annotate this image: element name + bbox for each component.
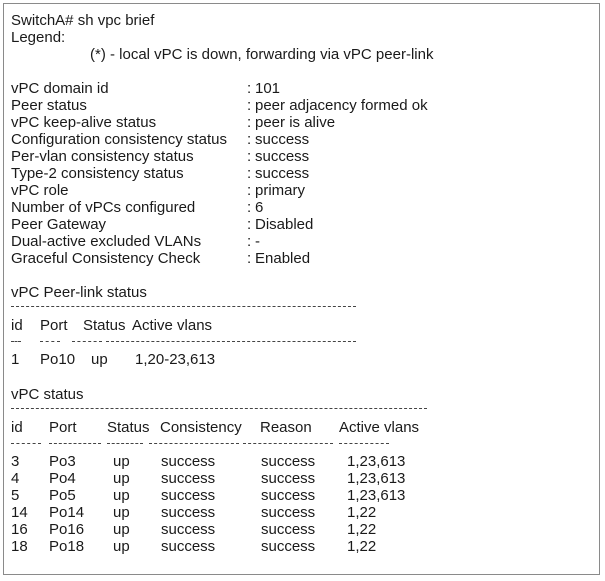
vpc-status-cell-vlans: 1,22 [347, 521, 377, 538]
summary-separator: : [247, 165, 252, 182]
peer-link-cell-id: 1 [11, 351, 20, 368]
vpc-status-cell-reason: success [261, 538, 316, 555]
vpc-status-cell-vlans: 1,23,613 [347, 487, 406, 504]
vpc-status-cell-status: up [113, 538, 130, 555]
vpc-status-cell-status: up [113, 521, 130, 538]
summary-separator: : [247, 80, 252, 97]
summary-separator: : [247, 182, 252, 199]
summary-label: Per-vlan consistency status [11, 148, 194, 165]
summary-label: vPC role [11, 182, 69, 199]
vpc-status-header-consistency: Consistency [160, 419, 242, 436]
vpc-status-cell-vlans: 1,23,613 [347, 470, 406, 487]
vpc-status-cell-reason: success [261, 504, 316, 521]
summary-label: Peer status [11, 97, 87, 114]
vpc-status-cell-id: 4 [11, 470, 20, 487]
summary-label: Dual-active excluded VLANs [11, 233, 202, 250]
peer-link-title: vPC Peer-link status [11, 284, 147, 301]
vpc-status-cell-status: up [113, 470, 130, 487]
vpc-status-header-id: id [11, 419, 23, 436]
vpc-status-cell-id: 18 [11, 538, 28, 555]
peer-link-top-divider [11, 306, 356, 307]
summary-value: success [255, 165, 310, 182]
summary-value: Disabled [255, 216, 314, 233]
legend-text: (*) - local vPC is down, forwarding via vPC peer-link [90, 46, 434, 63]
vpc-status-cell-status: up [113, 504, 130, 521]
peer-link-cell-status: up [91, 351, 108, 368]
vpc-status-cell-vlans: 1,22 [347, 504, 377, 521]
vpc-status-cell-reason: success [261, 453, 316, 470]
vpc-status-cell-port: Po14 [49, 504, 85, 521]
peer-link-cell-port: Po10 [40, 351, 76, 368]
vpc-status-cell-consistency: success [161, 504, 216, 521]
summary-value: peer is alive [255, 114, 336, 131]
summary-separator: : [247, 216, 252, 233]
vpc-status-cell-reason: success [261, 521, 316, 538]
summary-label: vPC keep-alive status [11, 114, 157, 131]
vpc-status-cell-vlans: 1,23,613 [347, 453, 406, 470]
vpc-status-cell-port: Po16 [49, 521, 85, 538]
summary-value: 6 [255, 199, 264, 216]
peer-link-header-port: Port [40, 317, 68, 334]
vpc-status-title: vPC status [11, 386, 84, 403]
summary-label: vPC domain id [11, 80, 109, 97]
vpc-status-cell-port: Po3 [49, 453, 76, 470]
legend-label: Legend: [11, 29, 66, 46]
vpc-status-cell-vlans: 1,22 [347, 538, 377, 555]
summary-label: Configuration consistency status [11, 131, 227, 148]
vpc-status-cell-id: 5 [11, 487, 20, 504]
vpc-status-cell-reason: success [261, 487, 316, 504]
summary-value: primary [255, 182, 306, 199]
vpc-status-cell-status: up [113, 453, 130, 470]
summary-separator: : [247, 97, 252, 114]
cli-output-panel [3, 3, 600, 575]
vpc-status-top-divider [11, 408, 427, 409]
vpc-status-header-status: Status [107, 419, 150, 436]
peer-link-header-vlans: Active vlans [132, 317, 213, 334]
vpc-status-cell-reason: success [261, 470, 316, 487]
summary-value: success [255, 131, 310, 148]
vpc-status-header-vlans: Active vlans [339, 419, 420, 436]
summary-value: 101 [255, 80, 281, 97]
vpc-status-cell-port: Po4 [49, 470, 76, 487]
vpc-status-cell-id: 3 [11, 453, 20, 470]
vpc-status-header-port: Port [49, 419, 77, 436]
summary-label: Type-2 consistency status [11, 165, 184, 182]
summary-separator: : [247, 148, 252, 165]
summary-label: Peer Gateway [11, 216, 107, 233]
summary-separator: : [247, 199, 252, 216]
vpc-status-cell-port: Po5 [49, 487, 76, 504]
summary-value: success [255, 148, 310, 165]
summary-label: Graceful Consistency Check [11, 250, 201, 267]
summary-value: Enabled [255, 250, 311, 267]
summary-label: Number of vPCs configured [11, 199, 196, 216]
command-line: SwitchA# sh vpc brief [11, 12, 155, 29]
summary-value: - [255, 233, 260, 250]
summary-separator: : [247, 233, 252, 250]
vpc-status-cell-port: Po18 [49, 538, 85, 555]
summary-separator: : [247, 131, 252, 148]
vpc-status-cell-id: 14 [11, 504, 28, 521]
vpc-status-cell-status: up [113, 487, 130, 504]
peer-link-cell-vlans: 1,20-23,613 [135, 351, 216, 368]
summary-separator: : [247, 114, 252, 131]
vpc-status-cell-consistency: success [161, 521, 216, 538]
peer-link-header-id: id [11, 317, 23, 334]
vpc-status-cell-id: 16 [11, 521, 28, 538]
vpc-status-cell-consistency: success [161, 453, 216, 470]
summary-value: peer adjacency formed ok [255, 97, 428, 114]
peer-link-header-status: Status [83, 317, 126, 334]
vpc-status-cell-consistency: success [161, 487, 216, 504]
summary-separator: : [247, 250, 252, 267]
vpc-status-header-reason: Reason [260, 419, 312, 436]
vpc-status-cell-consistency: success [161, 470, 216, 487]
vpc-status-cell-consistency: success [161, 538, 216, 555]
